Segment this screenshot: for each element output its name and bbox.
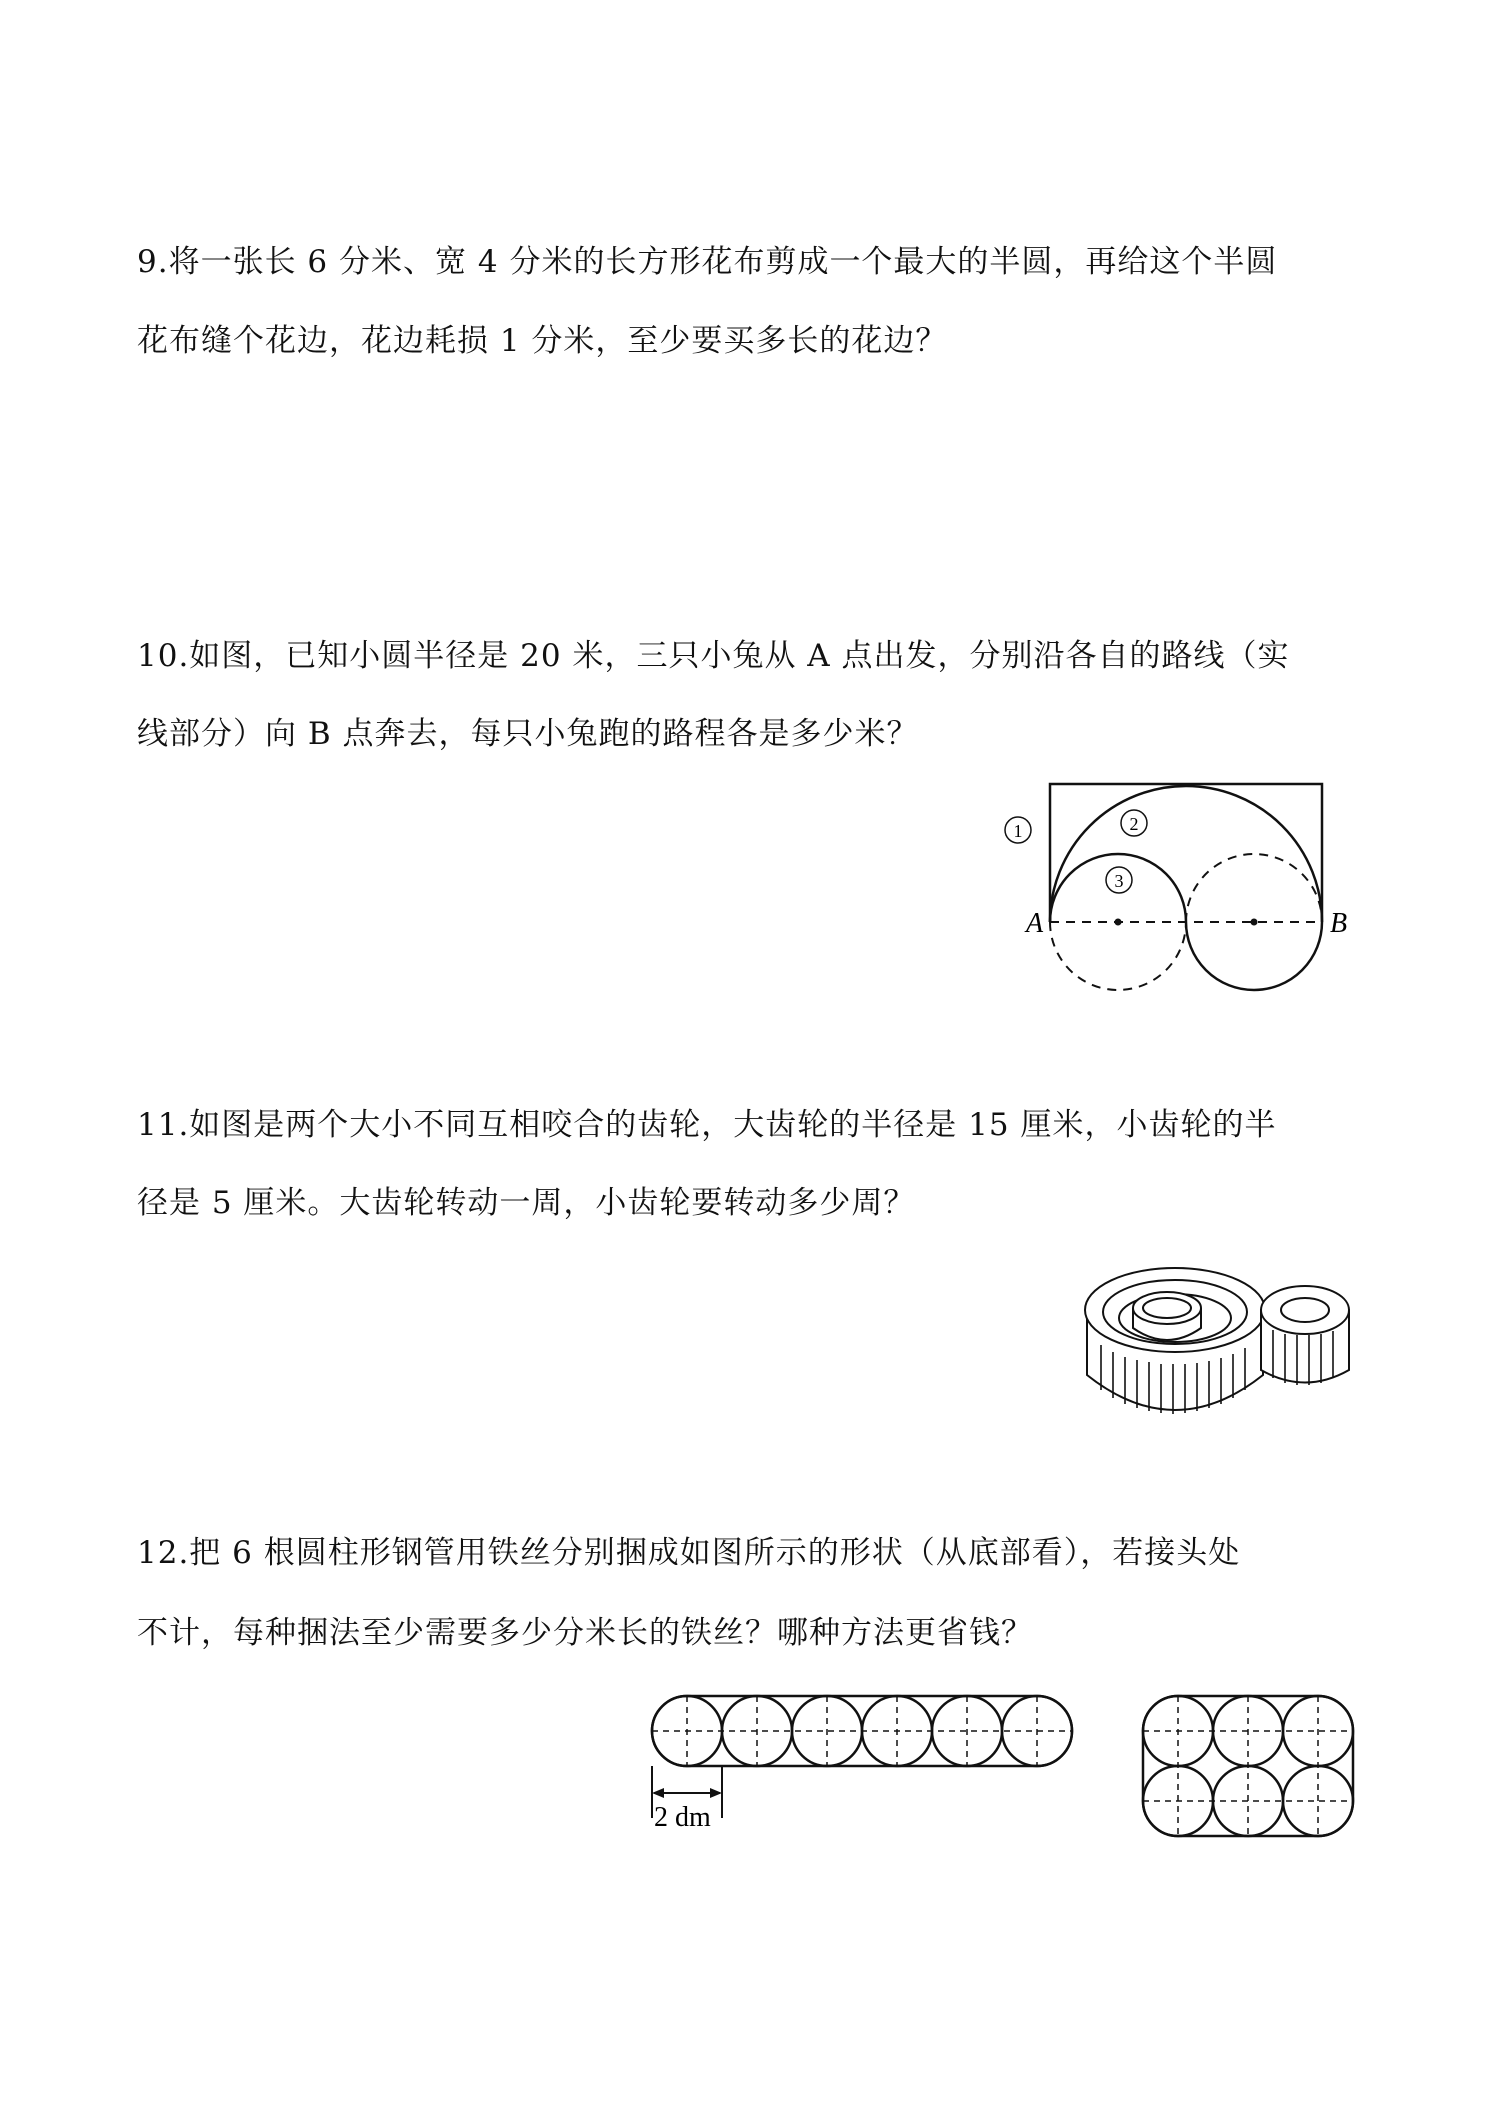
pipe-bundle-block-figure bbox=[1135, 1688, 1365, 1848]
pipe-bundle-row-figure bbox=[640, 1688, 1080, 1838]
q9-line-1: 9.将一张长 6 分米、宽 4 分米的长方形花布剪成一个最大的半圆，再给这个半圆 bbox=[137, 244, 1278, 280]
q11-line-2: 径是 5 厘米。大齿轮转动一周，小齿轮要转动多少周？ bbox=[137, 1185, 916, 1221]
small-gear bbox=[1261, 1286, 1349, 1383]
route-1-path bbox=[1050, 784, 1322, 922]
route-2-path bbox=[1050, 786, 1322, 922]
point-a-label: A bbox=[1026, 908, 1044, 939]
route-2-number: 2 bbox=[1129, 814, 1139, 834]
center-point-left bbox=[1115, 919, 1122, 926]
q10-line-1: 10.如图，已知小圆半径是 20 米，三只小兔从 A 点出发，分别沿各自的路线（实 bbox=[137, 638, 1290, 674]
q9-line-2: 花布缝个花边，花边耗损 1 分米，至少要买多长的花边？ bbox=[137, 323, 948, 359]
q11-line-1: 11.如图是两个大小不同互相咬合的齿轮，大齿轮的半径是 15 厘米，小齿轮的半 bbox=[137, 1107, 1277, 1143]
q10-line-2: 线部分）向 B 点奔去，每只小兔跑的路程各是多少米？ bbox=[137, 716, 919, 752]
q12-line-1: 12.把 6 根圆柱形钢管用铁丝分别捆成如图所示的形状（从底部看），若接头处 bbox=[137, 1535, 1241, 1571]
dimension-label: 2 dm bbox=[654, 1802, 711, 1833]
gears-figure bbox=[1075, 1240, 1365, 1430]
center-point-right bbox=[1251, 919, 1258, 926]
dashed-circle-right bbox=[1186, 854, 1322, 922]
rabbit-routes-figure bbox=[1000, 770, 1370, 1010]
q12-line-2: 不计，每种捆法至少需要多少分米长的铁丝？哪种方法更省钱？ bbox=[137, 1615, 1033, 1651]
route-1-number: 1 bbox=[1013, 821, 1023, 841]
dashed-circle-left bbox=[1050, 922, 1186, 990]
point-b-label: B bbox=[1330, 908, 1348, 939]
route-3-number: 3 bbox=[1114, 871, 1124, 891]
big-gear bbox=[1085, 1268, 1265, 1410]
